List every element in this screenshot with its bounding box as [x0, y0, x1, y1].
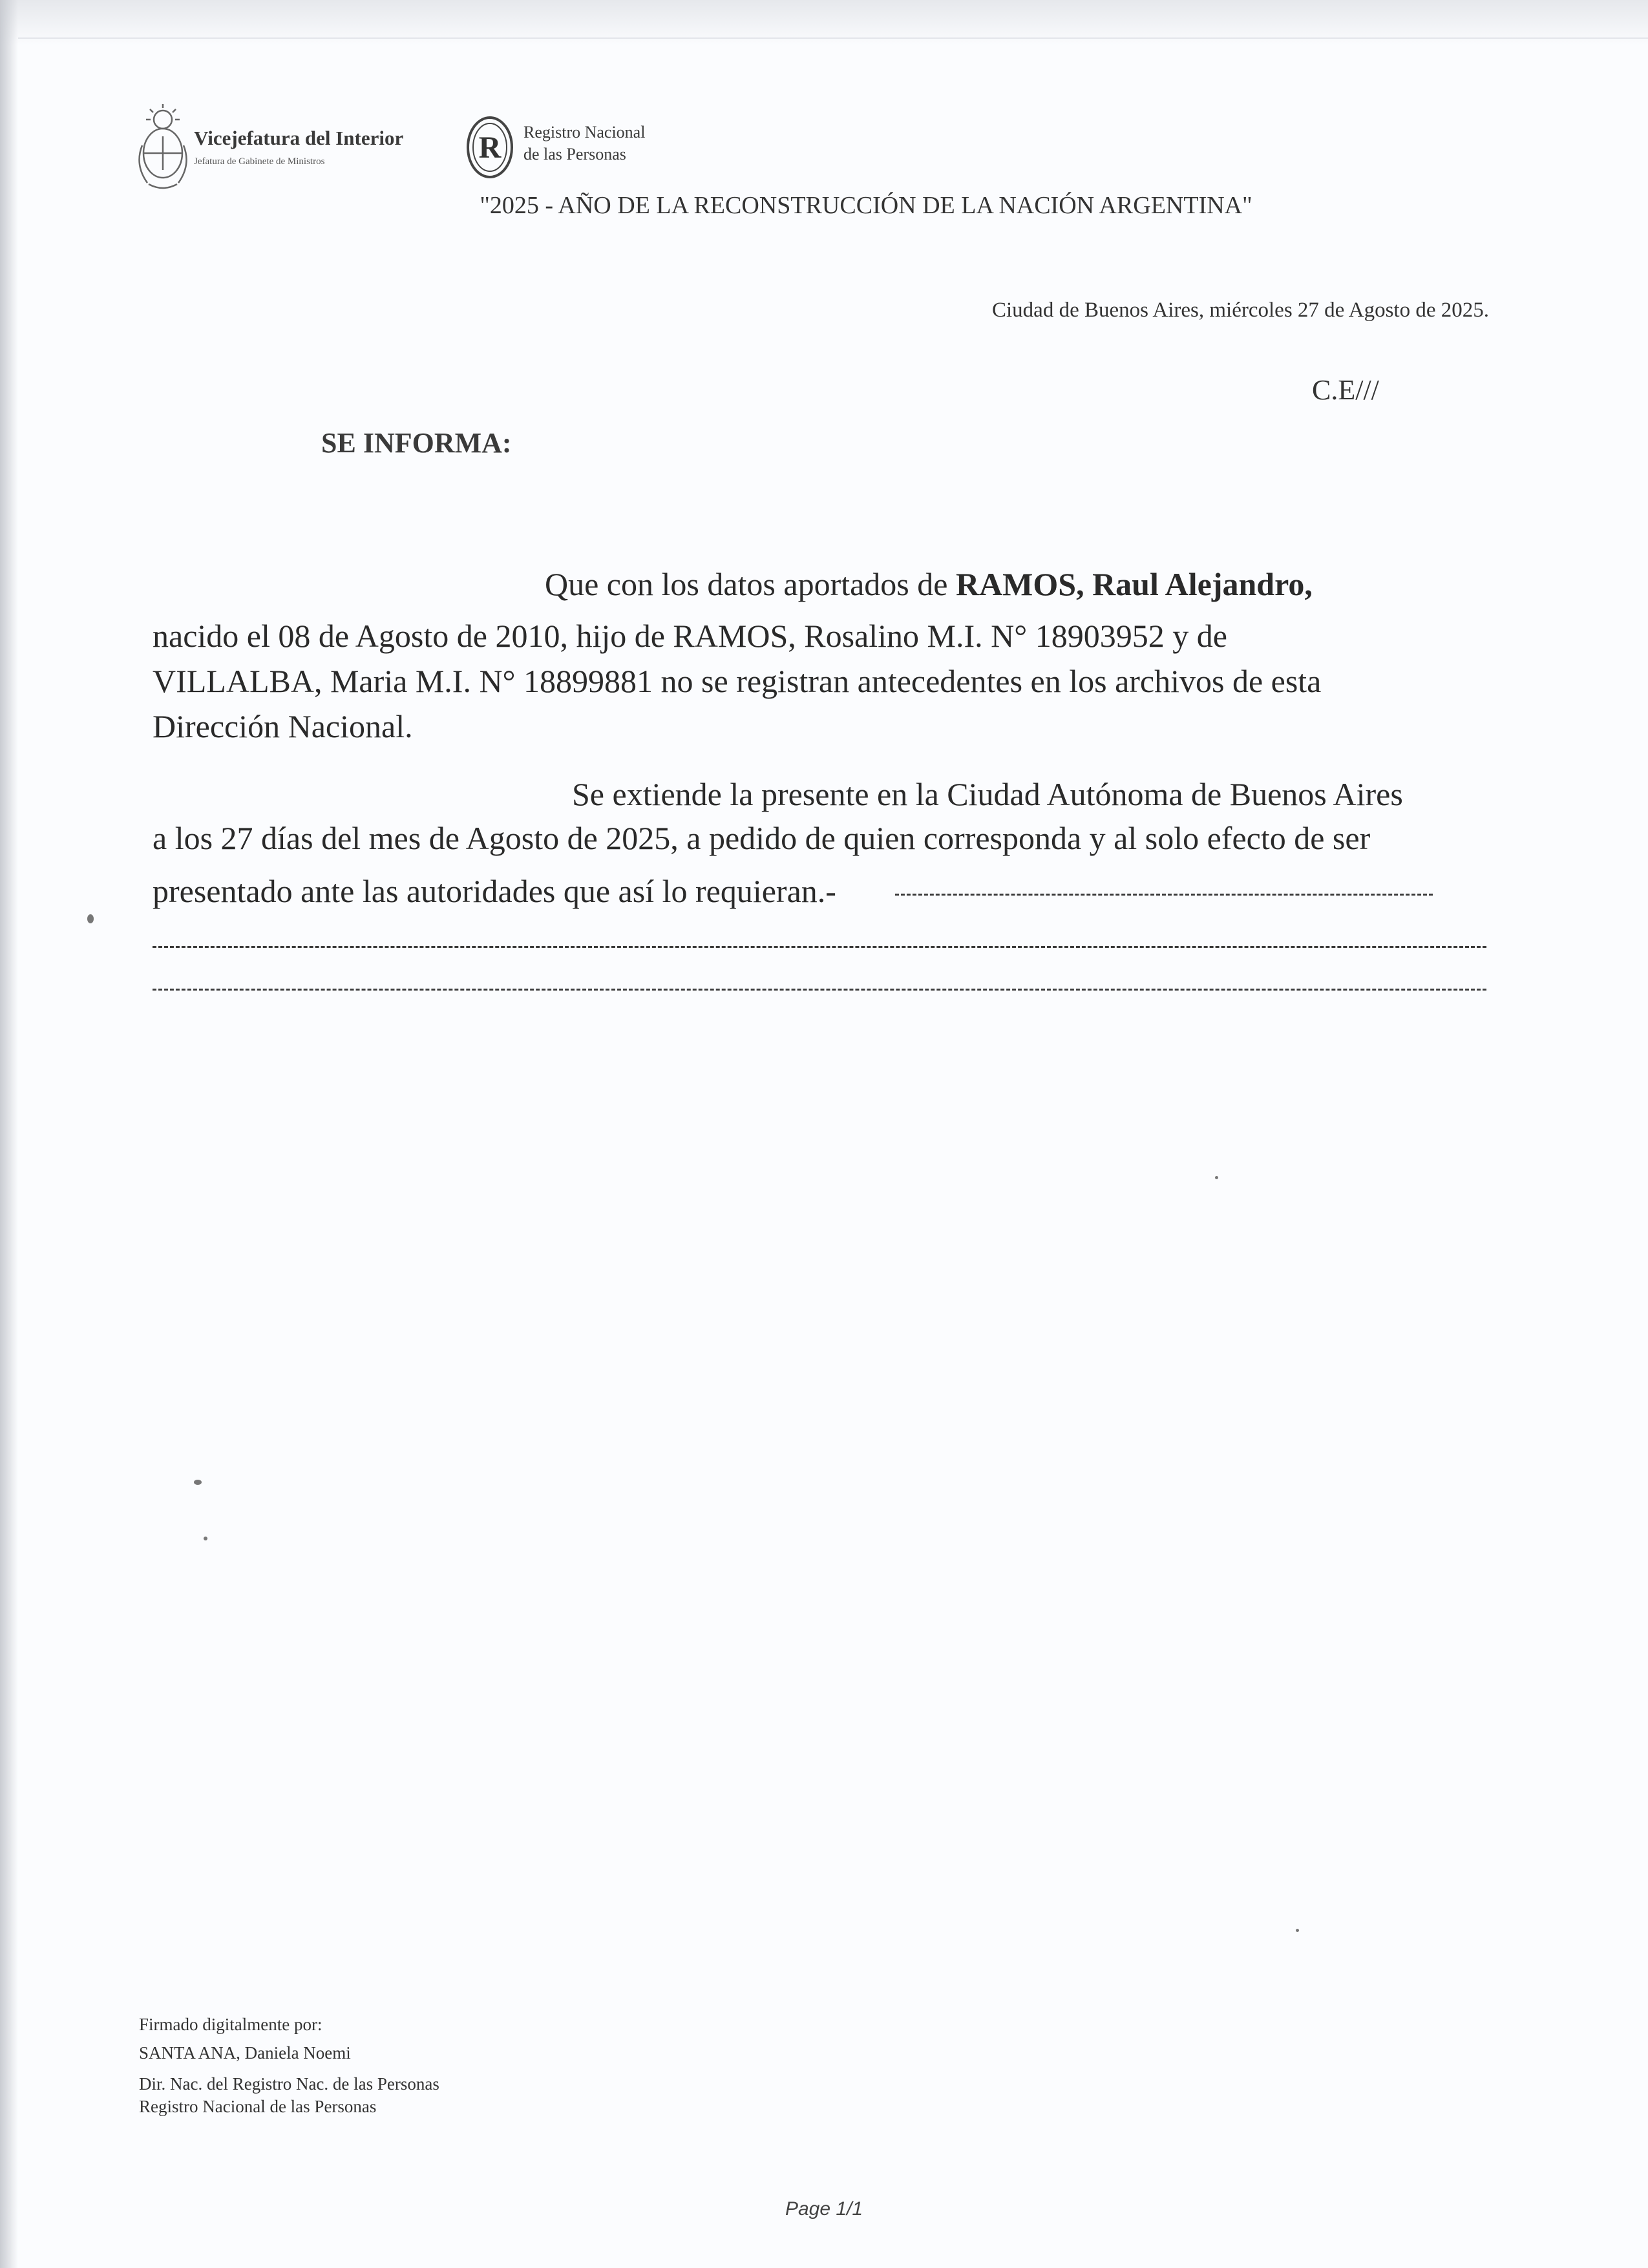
- reference-code: C.E///: [1312, 374, 1379, 406]
- document-heading: SE INFORMA:: [321, 427, 512, 459]
- org-left-subtitle: Jefatura de Gabinete de Ministros: [194, 156, 325, 167]
- paragraph1-line3: VILLALBA, Maria M.I. N° 18899881 no se registran antecedentes en los archivos de esta: [153, 663, 1322, 699]
- date-line: Ciudad de Buenos Aires, miércoles 27 de Agosto de 2025.: [992, 299, 1489, 322]
- subject-name: RAMOS, Raul Alejandro: [955, 566, 1305, 602]
- paragraph1-line1: [545, 565, 1313, 603]
- paragraph1-intro: Que con los datos aportados de: [545, 566, 956, 602]
- paper-edge: [18, 37, 1648, 2268]
- argentina-coat-of-arms-icon: [129, 100, 197, 197]
- fill-dashes-line1: [153, 946, 1486, 948]
- fill-dashes-inline: [895, 894, 1433, 896]
- fill-dashes-line2: [153, 989, 1486, 991]
- scan-speck: [1296, 1929, 1299, 1932]
- org-right-line2: de las Personas: [523, 145, 626, 163]
- svg-text:R: R: [478, 131, 502, 165]
- paragraph2-line2: a los 27 días del mes de Agosto de 2025, a pedido de quien corresponda y al solo efecto de ser: [153, 820, 1371, 856]
- org-right-line1: Registro Nacional: [523, 123, 646, 142]
- scan-speck: [1215, 1176, 1218, 1179]
- paragraph2-line1: Se extiende la presente en la Ciudad Autónoma de Buenos Aires: [572, 776, 1403, 812]
- signer-role: Dir. Nac. del Registro Nac. de las Personas: [139, 2074, 439, 2094]
- subject-name-comma: ,: [1304, 566, 1313, 602]
- page-number: Page 1/1: [785, 2198, 863, 2220]
- signer-name: SANTA ANA, Daniela Noemi: [139, 2043, 351, 2063]
- renaper-r-seal-icon: [465, 115, 514, 180]
- scan-speck: [204, 1537, 207, 1540]
- paragraph2-line3: presentado ante las autoridades que así lo requieran.-: [153, 873, 836, 909]
- motto: "2025 - AÑO DE LA RECONSTRUCCIÓN DE LA NACIÓN ARGENTINA": [480, 192, 1252, 219]
- scan-speck: [87, 914, 94, 923]
- signer-organization: Registro Nacional de las Personas: [139, 2097, 377, 2116]
- signed-by-label: Firmado digitalmente por:: [139, 2015, 322, 2034]
- paragraph1-line2: nacido el 08 de Agosto de 2010, hijo de RAMOS, Rosalino M.I. N° 18903952 y de: [153, 618, 1227, 654]
- scan-speck: [194, 1480, 202, 1485]
- paragraph1-line4: Dirección Nacional.: [153, 708, 413, 744]
- org-left-name: Vicejefatura del Interior: [194, 127, 404, 149]
- scan-left-shadow: [0, 0, 18, 2268]
